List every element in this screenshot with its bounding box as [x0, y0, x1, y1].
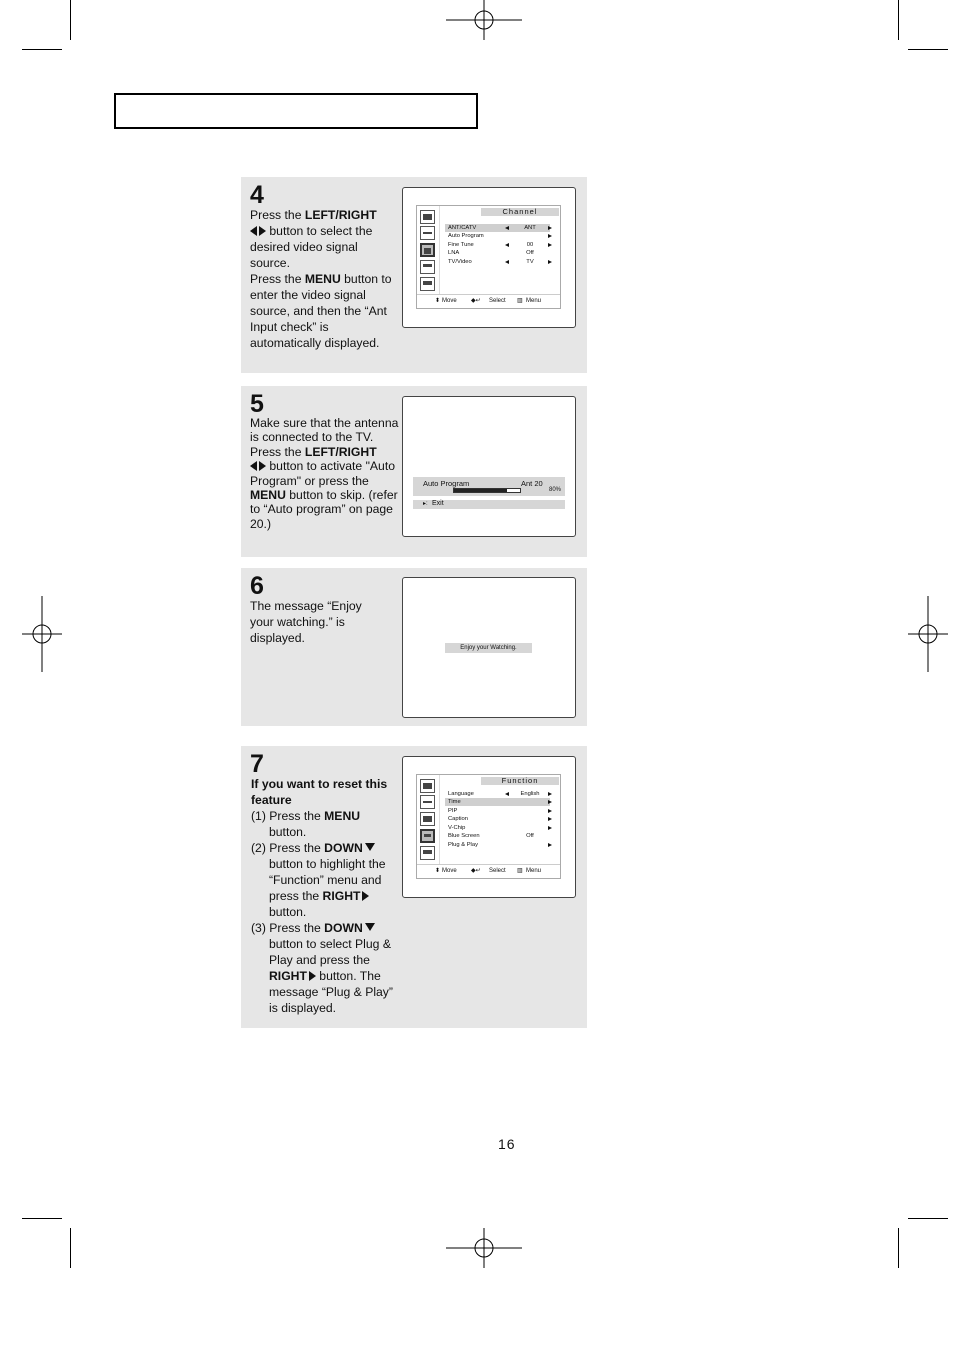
- crop-mark: [22, 49, 62, 50]
- step-number: 6: [250, 572, 264, 600]
- step-number: 4: [250, 181, 264, 209]
- sound-menu-icon: [420, 226, 435, 240]
- text: button.: [269, 905, 307, 919]
- text: button to select the desired video signal source.: [250, 224, 373, 270]
- right-arrow-icon: [309, 971, 316, 981]
- footer-menu-label: Menu: [526, 868, 542, 874]
- menu-icon-column: [417, 775, 440, 864]
- right-arrow-icon: [548, 817, 552, 821]
- right-arrow-icon: [548, 826, 552, 830]
- menu-row[interactable]: [445, 241, 550, 249]
- step-instructions: [250, 207, 398, 351]
- text: button to skip. (refer to “Auto program” on page 20.): [250, 488, 398, 531]
- registration-mark-icon: [908, 596, 948, 672]
- exit-icon: ▸:: [423, 501, 428, 507]
- right-arrow-icon: [259, 461, 266, 471]
- row-value: 00: [526, 242, 534, 248]
- key-name: MENU: [250, 488, 286, 503]
- key-name: MENU: [304, 272, 341, 286]
- key-name: DOWN: [324, 921, 363, 935]
- step-number: 5: [250, 390, 264, 418]
- tv-screen: [402, 187, 576, 328]
- text: Make sure that the antenna is connected to the TV.: [250, 416, 399, 445]
- row-label: Plug & Play: [448, 842, 478, 848]
- registration-mark-icon: [22, 596, 62, 672]
- menu-row[interactable]: [445, 824, 550, 832]
- row-label: ANT/CATV: [448, 225, 477, 231]
- function-menu: [416, 774, 561, 879]
- auto-program-label: Auto Program: [423, 479, 470, 488]
- row-label: V-Chip: [448, 825, 466, 831]
- left-arrow-icon: [250, 226, 257, 236]
- registration-mark-icon: [446, 0, 522, 40]
- function-menu-icon: [420, 829, 435, 843]
- tv-screen: [402, 756, 576, 898]
- tv-screen: [402, 577, 576, 718]
- left-arrow-icon: [505, 226, 509, 230]
- footer-select-label: Select: [489, 298, 506, 304]
- right-arrow-icon: [548, 226, 552, 230]
- step-instructions: The message “Enjoy your watching.” is displayed.: [250, 599, 362, 645]
- step-instructions: [250, 416, 400, 531]
- list-item: [251, 920, 401, 1016]
- key-name: DOWN: [324, 841, 363, 855]
- menu-key-icon: ▥: [517, 868, 523, 874]
- menu-title: Channel: [481, 208, 559, 216]
- left-arrow-icon: [250, 461, 257, 471]
- channel-menu: [416, 205, 561, 309]
- text: button to highlight the “Function” menu and press the: [269, 857, 386, 903]
- text: Press the: [250, 444, 305, 459]
- left-arrow-icon: [505, 792, 509, 796]
- text: button.: [269, 825, 307, 839]
- exit-label: Exit: [432, 500, 444, 507]
- step-heading: If you want to reset this feature: [251, 777, 388, 807]
- crop-mark: [898, 0, 899, 40]
- menu-row[interactable]: [445, 832, 550, 840]
- footer-select-label: Select: [489, 868, 506, 874]
- exit-bar[interactable]: [413, 500, 565, 509]
- row-value: English: [520, 791, 540, 797]
- progress-track: [453, 488, 521, 493]
- menu-title: Function: [481, 777, 559, 785]
- down-arrow-icon: [365, 843, 375, 851]
- menu-row[interactable]: [445, 258, 550, 266]
- select-arrows-icon: ◆↵: [471, 298, 481, 304]
- header-title-box: [114, 93, 478, 129]
- right-arrow-icon: [548, 260, 552, 264]
- row-value: ANT: [524, 225, 536, 231]
- pip-menu-icon: [420, 846, 435, 860]
- right-arrow-icon: [548, 843, 552, 847]
- channel-readout: Ant 20: [521, 479, 543, 488]
- registration-mark-icon: [446, 1228, 522, 1268]
- menu-row[interactable]: [445, 798, 550, 806]
- row-label: LNA: [448, 250, 460, 256]
- picture-menu-icon: [420, 210, 435, 224]
- menu-row[interactable]: [445, 232, 550, 240]
- page-number: 16: [498, 1136, 516, 1152]
- step-5-panel: [241, 386, 587, 557]
- footer-menu-label: Menu: [526, 298, 542, 304]
- menu-icon-column: [417, 206, 440, 294]
- crop-mark: [70, 1228, 71, 1268]
- progress-percent: 80%: [549, 487, 562, 493]
- right-arrow-icon: [548, 243, 552, 247]
- crop-mark: [70, 0, 71, 40]
- auto-program-bar: [413, 477, 565, 496]
- row-label: Auto Program: [448, 233, 484, 239]
- text: button to select Plug & Play and press the: [269, 937, 391, 967]
- menu-footer: [417, 294, 560, 308]
- left-arrow-icon: [505, 243, 509, 247]
- row-label: Fine Tune: [448, 242, 474, 248]
- updown-arrow-icon: ⬍: [435, 868, 441, 874]
- step-7-panel: [241, 746, 587, 1028]
- updown-arrow-icon: ⬍: [435, 298, 441, 304]
- key-name: RIGHT: [269, 969, 307, 983]
- progress-fill: [454, 489, 507, 492]
- channel-menu-icon: [420, 812, 435, 826]
- crop-mark: [908, 49, 948, 50]
- row-label: Caption: [448, 816, 468, 822]
- row-label: Time: [448, 799, 461, 805]
- key-name: LEFT/RIGHT: [304, 444, 377, 459]
- menu-footer: [417, 864, 560, 878]
- list-item: [251, 840, 401, 920]
- text: button to enter the video signal source, and then the “Ant Input check” is automatically displayed.: [250, 272, 392, 350]
- crop-mark: [22, 1218, 62, 1219]
- channel-menu-icon: [420, 243, 435, 257]
- menu-row[interactable]: [445, 790, 550, 798]
- key-name: RIGHT: [322, 889, 361, 903]
- footer-move-label: Move: [442, 298, 457, 304]
- step-instructions: [251, 776, 401, 1016]
- left-arrow-icon: [505, 260, 509, 264]
- tv-screen: [402, 396, 576, 537]
- text: Press the: [250, 272, 305, 286]
- menu-row[interactable]: [445, 224, 550, 232]
- row-label: TV/Video: [448, 259, 472, 265]
- text: (2) Press the: [251, 841, 325, 855]
- menu-row[interactable]: [445, 807, 550, 815]
- menu-key-icon: ▥: [517, 298, 523, 304]
- right-arrow-icon: [548, 809, 552, 813]
- key-name: LEFT/RIGHT: [304, 208, 377, 222]
- right-arrow-icon: [362, 891, 369, 901]
- right-arrow-icon: [548, 800, 552, 804]
- picture-menu-icon: [420, 779, 435, 793]
- row-label: Blue Screen: [448, 833, 480, 839]
- right-arrow-icon: [548, 234, 552, 238]
- text: button to activate "Auto Program" or press the: [250, 459, 395, 488]
- text: (3) Press the: [251, 921, 325, 935]
- list-item: [251, 808, 401, 840]
- text: Press the: [250, 208, 305, 222]
- menu-row[interactable]: [445, 815, 550, 823]
- menu-row[interactable]: [445, 249, 550, 257]
- right-arrow-icon: [259, 226, 266, 236]
- step-6-panel: [241, 568, 587, 726]
- crop-mark: [898, 1228, 899, 1268]
- pip-menu-icon: [420, 277, 435, 291]
- key-name: MENU: [324, 809, 361, 823]
- row-label: PIP: [448, 808, 458, 814]
- right-arrow-icon: [548, 792, 552, 796]
- row-value: Off: [526, 250, 534, 256]
- footer-move-label: Move: [442, 868, 457, 874]
- text: (1) Press the: [251, 809, 325, 823]
- row-label: Language: [448, 791, 474, 797]
- message-bar: Enjoy your Watching.: [445, 643, 532, 653]
- step-4-panel: [241, 177, 587, 373]
- select-arrows-icon: ◆↵: [471, 868, 481, 874]
- text: button. The message “Plug & Play” is displayed.: [269, 969, 393, 1015]
- row-value: Off: [526, 833, 534, 839]
- step-number: 7: [250, 750, 264, 778]
- crop-mark: [908, 1218, 948, 1219]
- menu-row[interactable]: [445, 841, 550, 849]
- function-menu-icon: [420, 260, 435, 274]
- sound-menu-icon: [420, 795, 435, 809]
- down-arrow-icon: [365, 923, 375, 931]
- row-value: TV: [526, 259, 534, 265]
